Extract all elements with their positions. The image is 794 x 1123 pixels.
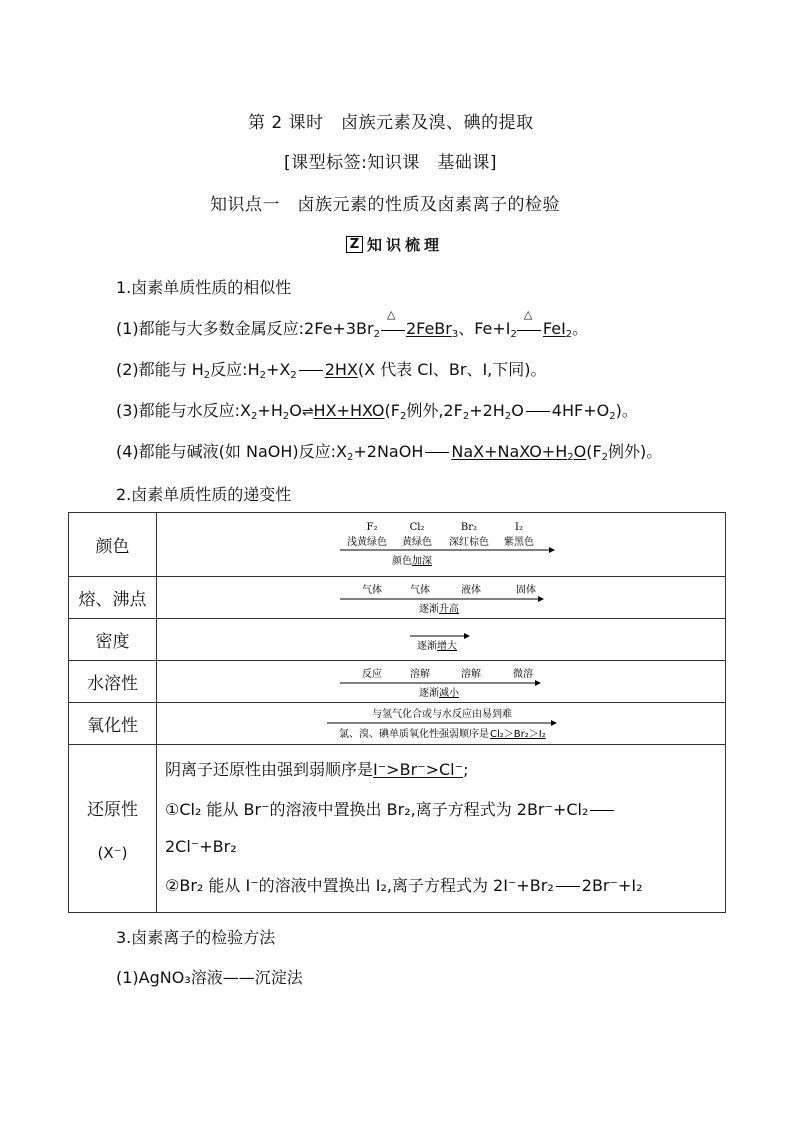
heat-arrow-2: △ [517, 320, 543, 339]
arrow-head-icon [538, 596, 544, 602]
l1-pre: (1)都能与大多数金属反应:2Fe+3Br [116, 319, 374, 338]
color-cl2: 黄绿色 [402, 536, 432, 548]
lesson-title: 第 2 课时 卤族元素及溴、碘的提取 [248, 113, 534, 133]
color-i2: 紫黑色 [504, 536, 534, 548]
l4-product: $NaX+NaXO+H_2O$ [451, 442, 587, 463]
table-row-solubility [69, 661, 726, 703]
oxidation-order-value: Cl₂＞Br₂＞I₂ [490, 728, 546, 740]
badge-letter-icon: Z [346, 236, 363, 253]
s1-line2: (2)都能与 $H_2$反应$:H_2+X_2$ 2HX(X 代表 Cl、Br、I,下同)。 [116, 360, 547, 381]
solubility-trend-diagram [157, 662, 725, 702]
row-label: 密度 [69, 619, 157, 661]
arrow-head-icon [464, 633, 470, 639]
l3-product: HX+HXO [313, 401, 385, 420]
s1-line1: (1)都能与大多数金属反应$:2Fe+3Br_2$ △ 2FeBr$_3$、$Fe+I_2$ △ FeI$_2$。 [116, 308, 589, 340]
trend-value: 加深 [412, 555, 432, 567]
s3-heading: 3.卤素离子的检验方法 [116, 928, 276, 947]
trend-pre: 逐渐 [419, 603, 439, 615]
reversible-arrow-icon: ⇌ [301, 404, 314, 420]
heat-arrow [380, 308, 406, 339]
mp-trend-diagram [157, 578, 725, 618]
reduction-line4: ②Br₂ 能从 I⁻的溶液中置换出 I₂,离子方程式为 2I⁻+Br₂ 2Br⁻+I₂ [165, 876, 643, 895]
sol-cl2: 溶解 [410, 668, 430, 680]
s3-line1: (1)AgNO₃溶液——沉淀法 [116, 968, 303, 987]
trend-value: 减小 [439, 687, 459, 699]
trend-table [68, 512, 726, 913]
reduction-label-cell [69, 745, 157, 913]
label-f2: F₂ [366, 521, 378, 533]
sol-i2: 微溶 [513, 668, 533, 680]
trend-pre: 逐渐 [417, 640, 437, 652]
reduction-line3: 2Cl⁻+Br₂ [165, 837, 237, 856]
arrow-head-icon [551, 720, 557, 726]
arrow-head-icon [535, 680, 541, 686]
s1-heading: 1.卤素单质性质的相似性 [116, 278, 292, 297]
trend-value: 升高 [439, 603, 459, 615]
row-label: 氧化性 [69, 703, 157, 745]
trend-pre: 颜色 [392, 555, 412, 567]
table-row-density [69, 619, 726, 661]
state-f2: 气体 [362, 584, 382, 596]
s1-line4: (4)都能与碱液(如 NaOH)反应$:X_2+2NaOH$ $NaX+NaXO+H_2O(F_2$例外)。 [116, 442, 663, 463]
state-cl2: 气体 [410, 584, 430, 596]
s1-line3: (3)都能与水反应$:X_2+H_2O\rightleftharpoons HX+HXO(F_2$例外$,2F_2+2H_2O$ $4HF+O_2$)。 [116, 401, 638, 422]
reduction-line1: 阴离子还原性由强到弱顺序是I⁻>Br⁻>Cl⁻; [165, 760, 469, 779]
row-label-sub: (X⁻) [97, 844, 128, 862]
knowledge-badge [346, 234, 443, 255]
arrow-head-icon [549, 547, 555, 553]
density-trend-diagram [157, 620, 725, 660]
oxidation-trend-diagram [157, 704, 725, 744]
heat-symbol: △ [386, 308, 396, 321]
state-br2: 液体 [461, 584, 481, 596]
color-f2: 浅黄绿色 [347, 536, 387, 548]
row-label: 水溶性 [69, 661, 157, 703]
sol-br2: 溶解 [461, 668, 481, 680]
l2-product: 2HX [324, 360, 358, 379]
l1-product: 2FeBr$_3$ [405, 319, 459, 340]
reduction-line2: ①Cl₂ 能从 Br⁻的溶液中置换出 Br₂,离子方程式为 2Br⁻+Cl₂ [165, 797, 725, 825]
l1-mid: 、Fe+I [458, 319, 511, 338]
oxidation-order-text: 氯、溴、碘单质氧化性强弱顺序是 [339, 728, 489, 740]
table-row-mp [69, 577, 726, 619]
row-label: 还原性 [87, 800, 138, 820]
trend-pre: 逐渐 [419, 687, 439, 699]
state-i2: 固体 [516, 584, 536, 596]
label-cl2: Cl₂ [409, 521, 425, 533]
row-label: 颜色 [69, 513, 157, 577]
section-heading: 知识点一 卤族元素的性质及卤素离子的检验 [210, 195, 560, 215]
table-row-color [69, 513, 726, 577]
table-row-reduction [69, 745, 726, 913]
label-i2: I₂ [515, 521, 523, 533]
row-label: 熔、沸点 [69, 577, 157, 619]
oxidation-top-text: 与氢气化合或与水反应由易到难 [372, 708, 512, 720]
s2-heading: 2.卤素单质性质的递变性 [116, 485, 292, 504]
lesson-tag: [课型标签:知识课 基础课] [284, 153, 497, 173]
reduction-order: I⁻>Br⁻>Cl⁻ [373, 760, 464, 779]
l1-product-2: FeI$_2$ [542, 319, 573, 340]
table-row-oxidation [69, 703, 726, 745]
color-br2: 深红棕色 [449, 536, 489, 548]
label-br2: Br₂ [460, 521, 478, 533]
badge-text: 知识梳理 [367, 236, 444, 254]
color-trend-diagram [157, 514, 725, 576]
sol-f2: 反应 [362, 668, 382, 680]
trend-value: 增大 [437, 640, 457, 652]
